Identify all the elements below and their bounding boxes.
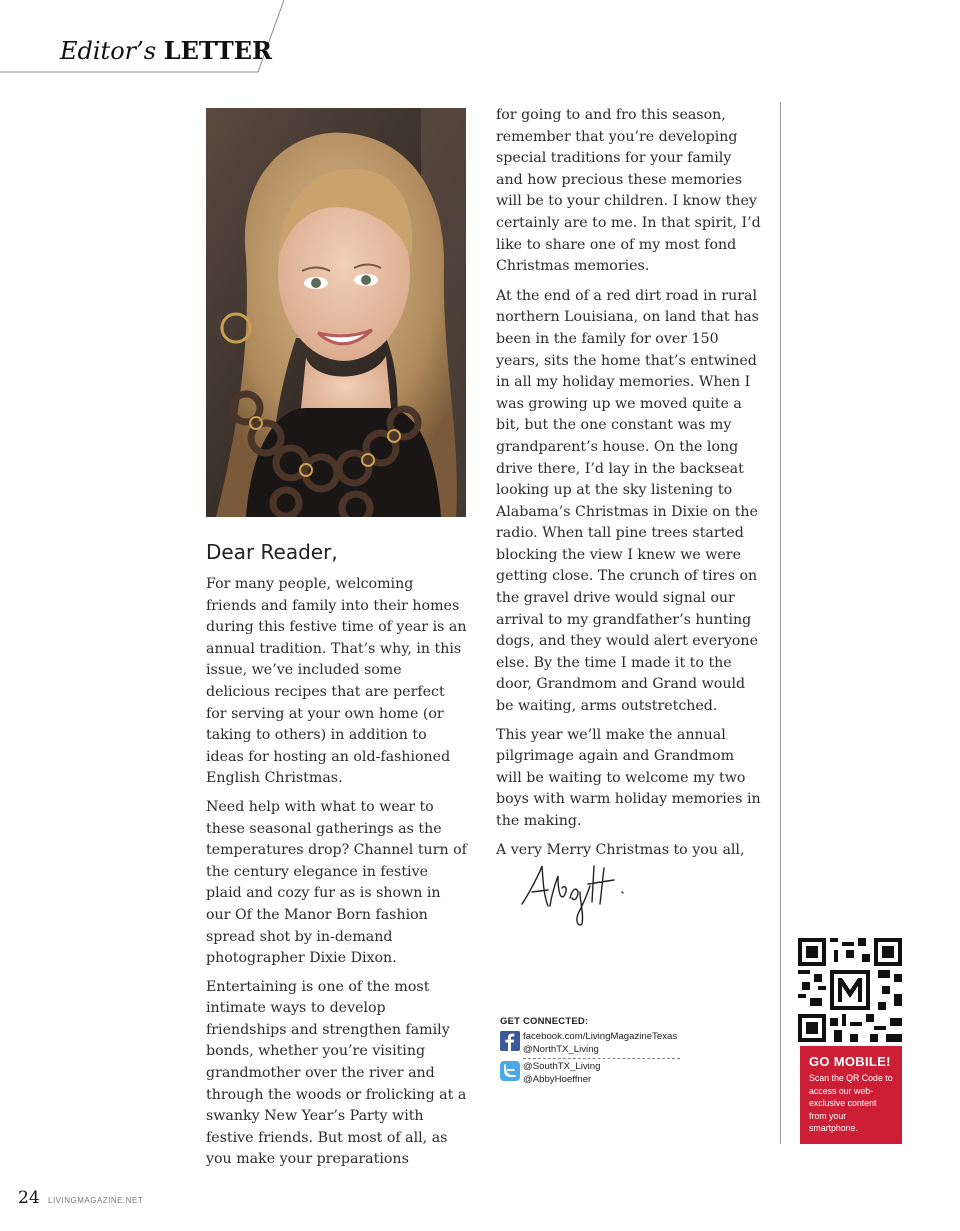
south-twitter-handle[interactable]: @SouthTX_Living <box>523 1061 601 1072</box>
paragraph: for going to and fro this season, remember that you’re developing special traditions for your family and how precious these memories will be to your children. I know they certainly are to me. In that spirit, I’d like to share one of my most fond Christmas memories. <box>496 107 761 275</box>
qr-code[interactable] <box>798 938 902 1042</box>
facebook-link[interactable]: facebook.com/LivingMagazineTexas <box>523 1031 678 1042</box>
paragraph: This year we’ll make the annual pilgrimage again and Grandmom will be waiting to welcome my two boys with warm holiday memories in the making. <box>496 726 761 829</box>
editor-photo <box>206 108 466 517</box>
go-mobile-box <box>800 1046 902 1144</box>
editor-twitter-handle[interactable]: @AbbyHoeffner <box>523 1073 592 1085</box>
paragraph: Entertaining is one of the most intimate ways to develop friendships and strengthen family bonds, whether you’re visiting grandmother over the river and through the woods or frolicking at a swanky New Year’s Party with festive friends. But most of all, as you make your preparations <box>206 978 467 1168</box>
go-mobile-title: GO MOBILE! <box>809 1054 891 1069</box>
letter-column-1 <box>206 574 468 1178</box>
twitter-icon <box>500 1061 520 1081</box>
page-title <box>60 36 272 65</box>
page-number: 24 <box>18 1188 40 1208</box>
title-bold: LETTER <box>163 36 272 65</box>
column-divider <box>780 102 781 1144</box>
get-connected <box>500 1016 680 1086</box>
get-connected-title: GET CONNECTED: <box>500 1016 589 1027</box>
facebook-icon <box>500 1031 520 1051</box>
letter-column-2 <box>496 105 762 868</box>
paragraph: A very Merry Christmas to you all, <box>496 841 745 858</box>
editor-signature <box>518 862 628 928</box>
north-twitter-handle[interactable]: @NorthTX_Living <box>523 1043 599 1055</box>
go-mobile-text: Scan the QR Code to access our web-exclusive content from your smartphone. <box>809 1073 893 1133</box>
footer-site[interactable]: LIVINGMAGAZINE.NET <box>48 1196 144 1205</box>
divider <box>523 1058 680 1059</box>
letter-greeting: Dear Reader, <box>206 540 338 564</box>
title-italic: Editor’s <box>60 37 157 65</box>
portrait-illustration <box>206 108 466 517</box>
facebook-row <box>500 1031 680 1056</box>
paragraph: At the end of a red dirt road in rural northern Louisiana, on land that has been in the family for over 150 years, sits the home that’s entwined in all my holiday memories. When I was growing up we moved quite a bit, but the one constant was my grandparent’s house. On the long drive there, I’d lay in the backseat looking up at the sky listening to Alabama’s Christmas in Dixie on the radio. When tall pine trees started blocking the view I knew we were getting close. The crunch of tires on the gravel drive would signal our arrival to my grandfather’s hunting dogs, and they would alert everyone else. By the time I made it to the door, Grandmom and Grand would be waiting, arms outstretched. <box>496 287 759 715</box>
paragraph: For many people, welcoming friends and family into their homes during this festive time of year is an annual tradition. That’s why, in this issue, we’ve included some delicious recipes that are perfect for serving at your own home (or taking to others) in addition to ideas for hosting an old-fashioned English Christmas. <box>206 576 467 787</box>
paragraph: Need help with what to wear to these seasonal gatherings as the temperatures drop? Channel turn of the century elegance in festive plaid and cozy fur as is shown in our Of the Manor Born fashion spread shot by in-demand photographer Dixie Dixon. <box>206 798 467 967</box>
twitter-row <box>500 1061 680 1086</box>
